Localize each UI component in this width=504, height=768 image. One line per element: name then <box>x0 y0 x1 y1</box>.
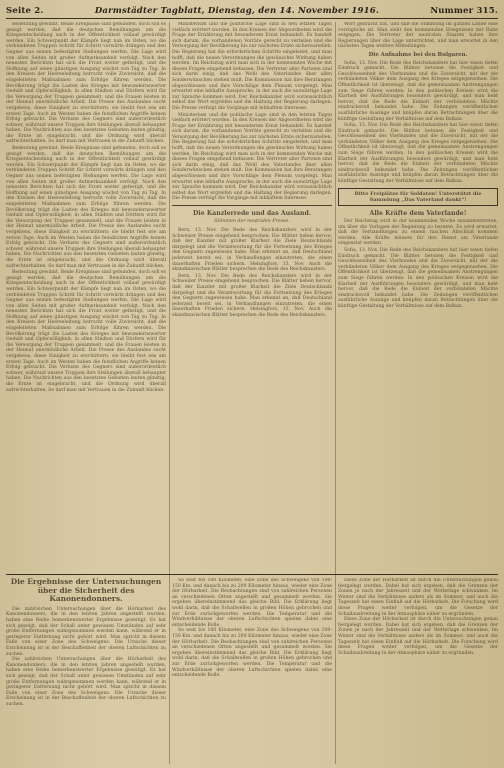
column-1 <box>6 22 166 570</box>
bottom-column-2 <box>172 578 332 764</box>
page-header <box>6 4 498 19</box>
notice-box: Bitte Freiplätze für Soldaten! Unterstützt die Sammlung „Das Vaterland dankt“! <box>338 188 498 206</box>
column-3 <box>338 22 498 570</box>
issue-number: Nummer 315. <box>430 6 498 16</box>
column-2-text-cont: Ministerium und die politische Lage sind in den letzten Tagen vielfach erörtert worden. In den Kreisen der Abgeordneten wird die Frage der Ernährung mit besonderem Ernst behandelt. Es handelt sich darum, die vorhandenen Vorräte gerecht zu verteilen und die Versorgung der Bevölkerung bis zur nächsten Ernte sicherzustellen. Die Regierung hat die erforderlichen Schritte eingeleitet, und man hofft, daß die neuen Verordnungen die gewünschte Wirkung haben werden. Im Reichstag wird man sich in der kommenden Woche mit diesen Fragen eingehend befassen. Die Vertreter aller Parteien sind sich darin einig, daß das Wohl des Vaterlandes über allen Sonderwünschen stehen muß. Die Kommission hat ihre Beratungen abgeschlossen und ihre Vorschläge dem Plenum vorgelegt. Man erwartet eine lebhafte Aussprache, in der auch die auswärtige Lage zur Sprache kommen wird. Der Reichskanzler wird voraussichtlich selbst das Wort ergreifen und die Haltung der Regierung darlegen. Die Presse verfolgt die Vorgänge mit lebhaftem Interesse. <box>172 112 332 202</box>
appeal-body-cont: Sofia, 13. Nov. Die Rede des Reichskanzlers hat hier einen tiefen Eindruck gemacht. Die Blätter betonen die Festigkeit und Geschlossenheit des Vierbundes und die Zuversicht, mit der die verbündeten Völker dem Ausgang des Krieges entgegensehen. Die Öffentlichkeit ist überzeugt, daß die gemeinsamen Anstrengungen zum Siege führen werden. In den politischen Kreisen wird die Klarheit der Ausführungen besonders gewürdigt, und man hebt hervor, daß die Rede die Einheit der verbündeten Mächte eindrucksvoll bekundet habe. Die Zeitungen veröffentlichen ausführliche Auszüge und knüpfen daran Betrachtungen über die künftige Gestaltung der Verhältnisse auf dem Balkan. <box>338 248 498 309</box>
column-2-text: Ministerium und die politische Lage sind in den letzten Tagen vielfach erörtert worden. In den Kreisen der Abgeordneten wird die Frage der Ernährung mit besonderem Ernst behandelt. Es handelt sich darum, die vorhandenen Vorräte gerecht zu verteilen und die Versorgung der Bevölkerung bis zur nächsten Ernte sicherzustellen. Die Regierung hat die erforderlichen Schritte eingeleitet, und man hofft, daß die neuen Verordnungen die gewünschte Wirkung haben werden. Im Reichstag wird man sich in der kommenden Woche mit diesen Fragen eingehend befassen. Die Vertreter aller Parteien sind sich darin einig, daß das Wohl des Vaterlandes über allen Sonderwünschen stehen muß. Die Kommission hat ihre Beratungen abgeschlossen und ihre Vorschläge dem Plenum vorgelegt. Man erwartet eine lebhafte Aussprache, in der auch die auswärtige Lage zur Sprache kommen wird. Der Reichskanzler wird voraussichtlich selbst das Wort ergreifen und die Haltung der Regierung darlegen. Die Presse verfolgt die Vorgänge mit lebhaftem Interesse. <box>172 22 332 111</box>
page-number: Seite 2. <box>6 6 44 16</box>
column-1-text-cont: Bedeutung gewinnt. Beide Ereignisse sind gebunden, doch soll es gesagt werden, daß die deutschen Bemühungen um die Kriegsentscheidung auch in der Öffentlichkeit vollauf gewürdigt werden. Ein Schwerpunkt der Kämpfe liegt nun im Osten, wo die verbündeten Truppen Schritt für Schritt vorwärts drängen und den Gegner aus seinen befestigten Stellungen werfen. Die Lage wird von allen Seiten mit großer Aufmerksamkeit verfolgt. Nach den neuesten Berichten hat sich die Front weiter gefestigt, und die Hoffnung auf einen günstigen Ausgang wächst von Tag zu Tag. In den Kreisen der Heeresleitung herrscht volle Zuversicht, daß die eingeleiteten Maßnahmen zum Erfolge führen werden. Die Bevölkerung trägt die Lasten des Krieges mit bewundernswerter Geduld und Opferwilligkeit; in allen Städten und Dörfern wird für die Versorgung der Truppen gesammelt, und die Frauen leisten in der Heimat unermüdliche Arbeit. Die Presse des Auslandes sucht vergebens, diese Einigkeit zu erschüttern; sie bleibt fest wie am ersten Tage. Auch im Westen haben die feindlichen Angriffe keinen Erfolg gebracht. Die Verluste des Gegners sind außerordentlich schwer, während unsere Truppen ihre Stellungen überall behauptet haben. Die Nachrichten aus den besetzten Gebieten lauten günstig; die Ernte ist eingebracht, und die Ordnung wird überall aufrechterhalten. So darf man mit Vertrauen in die Zukunft blicken. <box>6 146 166 269</box>
column-1-text-cont-2: Bedeutung gewinnt. Beide Ereignisse sind gebunden, doch soll es gesagt werden, daß die deutschen Bemühungen um die Kriegsentscheidung auch in der Öffentlichkeit vollauf gewürdigt werden. Ein Schwerpunkt der Kämpfe liegt nun im Osten, wo die verbündeten Truppen Schritt für Schritt vorwärts drängen und den Gegner aus seinen befestigten Stellungen werfen. Die Lage wird von allen Seiten mit großer Aufmerksamkeit verfolgt. Nach den neuesten Berichten hat sich die Front weiter gefestigt, und die Hoffnung auf einen günstigen Ausgang wächst von Tag zu Tag. In den Kreisen der Heeresleitung herrscht volle Zuversicht, daß die eingeleiteten Maßnahmen zum Erfolge führen werden. Die Bevölkerung trägt die Lasten des Krieges mit bewundernswerter Geduld und Opferwilligkeit; in allen Städten und Dörfern wird für die Versorgung der Truppen gesammelt, und die Frauen leisten in der Heimat unermüdliche Arbeit. Die Presse des Auslandes sucht vergebens, diese Einigkeit zu erschüttern; sie bleibt fest wie am ersten Tage. Auch im Westen haben die feindlichen Angriffe keinen Erfolg gebracht. Die Verluste des Gegners sind außerordentlich schwer, während unsere Truppen ihre Stellungen überall behauptet haben. Die Nachrichten aus den besetzten Gebieten lauten günstig; die Ernte ist eingebracht, und die Ordnung wird überall aufrechterhalten. So darf man mit Vertrauen in die Zukunft blicken. <box>6 270 166 393</box>
bottom-section-divider <box>6 574 498 575</box>
section-body-bulgaren-cont: Sofia, 13. Nov. Die Rede des Reichskanzlers hat hier einen tiefen Eindruck gemacht. Die Blätter betonen die Festigkeit und Geschlossenheit des Vierbundes und die Zuversicht, mit der die verbündeten Völker dem Ausgang des Krieges entgegensehen. Die Öffentlichkeit ist überzeugt, daß die gemeinsamen Anstrengungen zum Siege führen werden. In den politischen Kreisen wird die Klarheit der Ausführungen besonders gewürdigt, und man hebt hervor, daß die Rede die Einheit der verbündeten Mächte eindrucksvoll bekundet habe. Die Zeitungen veröffentlichen ausführliche Auszüge und knüpfen daran Betrachtungen über die künftige Gestaltung der Verhältnisse auf dem Balkan. <box>338 123 498 185</box>
column-1-text: Bedeutung gewinnt. Beide Ereignisse sind gebunden, doch soll es gesagt werden, daß die deutschen Bemühungen um die Kriegsentscheidung auch in der Öffentlichkeit vollauf gewürdigt werden. Ein Schwerpunkt der Kämpfe liegt nun im Osten, wo die verbündeten Truppen Schritt für Schritt vorwärts drängen und den Gegner aus seinen befestigten Stellungen werfen. Die Lage wird von allen Seiten mit großer Aufmerksamkeit verfolgt. Nach den neuesten Berichten hat sich die Front weiter gefestigt, und die Hoffnung auf einen günstigen Ausgang wächst von Tag zu Tag. In den Kreisen der Heeresleitung herrscht volle Zuversicht, daß die eingeleiteten Maßnahmen zum Erfolge führen werden. Die Bevölkerung trägt die Lasten des Krieges mit bewundernswerter Geduld und Opferwilligkeit; in allen Städten und Dörfern wird für die Versorgung der Truppen gesammelt, und die Frauen leisten in der Heimat unermüdliche Arbeit. Die Presse des Auslandes sucht vergebens, diese Einigkeit zu erschüttern; sie bleibt fest wie am ersten Tage. Auch im Westen haben die feindlichen Angriffe keinen Erfolg gebracht. Die Verluste des Gegners sind außerordentlich schwer, während unsere Truppen ihre Stellungen überall behauptet haben. Die Nachrichten aus den besetzten Gebieten lauten günstig; die Ernte ist eingebracht, und die Ordnung wird überall aufrechterhalten. So darf man mit Vertrauen in die Zukunft blicken. <box>6 22 166 145</box>
newspaper-masthead: Darmstädter Tagblatt, Dienstag, den 14. November 1916. <box>94 6 380 16</box>
bottom-article-body-2b: So weit bis 100 Kilometer, eine Zone des Schweigens von 100-150 Km. und danach bis zu 200 Kilometer hinaus, wieder eine Zone der Hörbarkeit. Die Beobachtungen sind von zahlreichen Personen an verschiedenen Orten angestellt und gesammelt worden. Sie ergeben übereinstimmend das gleiche Bild. Die Erklärung liegt wohl darin, daß die Schallwellen in großen Höhen gebrochen und zur Erde zurückgeworfen werden. Die Temperatur und die Windverhältnisse der oberen Luftschichten spielen dabei eine entscheidende Rolle. <box>172 628 332 679</box>
section-divider <box>172 205 332 206</box>
bottom-article-body-1: Die zahlreichen Untersuchungen über die Hörbarkeit des Kanonendonners, die in den letzten Jahren angestellt wurden, haben eine Reihe bemerkenswerter Ergebnisse gezeitigt. Es hat sich gezeigt, daß der Schall unter gewissen Umständen auf sehr große Entfernungen wahrgenommen werden kann, während er in geringerer Entfernung nicht gehört wird. Man spricht in diesem Falle von einer Zone des Schweigens. Die Ursache dieser Erscheinung ist in der Beschaffenheit der oberen Luftschichten zu suchen. <box>6 606 166 657</box>
bottom-column-3 <box>338 578 498 764</box>
column-2 <box>172 22 332 570</box>
article-headline-kanzlerrede: Die Kanzlerrede und das Ausland. <box>193 210 311 217</box>
column-3-text: Wort gebracht hat, und daß die Stimmung im ganzen Lande eine vorzügliche ist. Man sieht den kommenden Ereignissen mit Ruhe entgegen. Die Vertreter der neutralen Staaten haben ihre Regierungen über die Lage unterrichtet, und man erwartet in den nächsten Tagen weitere Mitteilungen. <box>338 22 498 50</box>
article-body-kanzlerrede: Bern, 13. Nov. Die Rede des Reichskanzlers wird in der Schweizer Presse eingehend besprochen. Die Blätter heben hervor, daß der Kanzler mit großer Klarheit die Ziele Deutschlands dargelegt und die Verantwortung für die Fortsetzung des Krieges den Gegnern zugewiesen habe. Man erkennt an, daß Deutschland jederzeit bereit sei, in Verhandlungen einzutreten, die einen dauerhaften Frieden sichern. Helsingfors, 13. Nov. Auch die skandinavischen Blätter besprechen die Rede des Reichskanzlers. <box>172 228 332 273</box>
bottom-column-1 <box>6 578 166 764</box>
bottom-article <box>6 578 498 764</box>
appeal-headline: Alle Kräfte dem Vaterlande! <box>369 209 467 217</box>
bottom-article-body-3b: Diese Zone der Hörbarkeit ist durch die Untersuchungen genau festgelegt worden. Dabei hat sich ergeben, daß die Grenzen der Zonen je nach der Jahreszeit und der Wetterlage schwanken. Im Winter sind die Verhältnisse anders als im Sommer, und auch die Tageszeit hat einen Einfluß auf die Hörbarkeit. Die Forschung wird diese Fragen weiter verfolgen, um die Gesetze der Schallausbreitung in der Atmosphäre näher zu ergründen. <box>338 617 498 656</box>
section-title-bulgaren: Die Aufnahme bei den Bulgaren. <box>368 51 468 58</box>
bottom-article-body-3: Diese Zone der Hörbarkeit ist durch die Untersuchungen genau festgelegt worden. Dabei hat sich ergeben, daß die Grenzen der Zonen je nach der Jahreszeit und der Wetterlage schwanken. Im Winter sind die Verhältnisse anders als im Sommer, und auch die Tageszeit hat einen Einfluß auf die Hörbarkeit. Die Forschung wird diese Fragen weiter verfolgen, um die Gesetze der Schallausbreitung in der Atmosphäre näher zu ergründen. <box>338 578 498 617</box>
section-body-bulgaren: Sofia, 13. Nov. Die Rede des Reichskanzlers hat hier einen tiefen Eindruck gemacht. Die Blätter betonen die Festigkeit und Geschlossenheit des Vierbundes und die Zuversicht, mit der die verbündeten Völker dem Ausgang des Krieges entgegensehen. Die Öffentlichkeit ist überzeugt, daß die gemeinsamen Anstrengungen zum Siege führen werden. In den politischen Kreisen wird die Klarheit der Ausführungen besonders gewürdigt, und man hebt hervor, daß die Rede die Einheit der verbündeten Mächte eindrucksvoll bekundet habe. Die Zeitungen veröffentlichen ausführliche Auszüge und knüpfen daran Betrachtungen über die künftige Gestaltung der Verhältnisse auf dem Balkan. <box>338 60 498 122</box>
bottom-article-body-1b: Die zahlreichen Untersuchungen über die Hörbarkeit des Kanonendonners, die in den letzten Jahren angestellt wurden, haben eine Reihe bemerkenswerter Ergebnisse gezeitigt. Es hat sich gezeigt, daß der Schall unter gewissen Umständen auf sehr große Entfernungen wahrgenommen werden kann, während er in geringerer Entfernung nicht gehört wird. Man spricht in diesem Falle von einer Zone des Schweigens. Die Ursache dieser Erscheinung ist in der Beschaffenheit der oberen Luftschichten zu suchen. <box>6 657 166 707</box>
article-subhead: Stimmen der neutralen Presse. <box>214 219 290 225</box>
bottom-article-headline: Die Ergebnisse der Untersuchungen über die Sicherheit des Kanonendonners. <box>10 578 162 604</box>
bottom-article-body-2: So weit bis 100 Kilometer, eine Zone des Schweigens von 100-150 Km. und danach bis zu 200 Kilometer hinaus, wieder eine Zone der Hörbarkeit. Die Beobachtungen sind von zahlreichen Personen an verschiedenen Orten angestellt und gesammelt worden. Sie ergeben übereinstimmend das gleiche Bild. Die Erklärung liegt wohl darin, daß die Schallwellen in großen Höhen gebrochen und zur Erde zurückgeworfen werden. Die Temperatur und die Windverhältnisse der oberen Luftschichten spielen dabei eine entscheidende Rolle. <box>172 578 332 628</box>
article-body-kanzlerrede-cont: Bern, 13. Nov. Die Rede des Reichskanzlers wird in der Schweizer Presse eingehend besprochen. Die Blätter heben hervor, daß der Kanzler mit großer Klarheit die Ziele Deutschlands dargelegt und die Verantwortung für die Fortsetzung des Krieges den Gegnern zugewiesen habe. Man erkennt an, daß Deutschland jederzeit bereit sei, in Verhandlungen einzutreten, die einen dauerhaften Frieden sichern. Helsingfors, 13. Nov. Auch die skandinavischen Blätter besprechen die Rede des Reichskanzlers. <box>172 273 332 318</box>
appeal-body: Der Reichstag wird in der kommenden Woche zusammentreten, um über die Vorlagen der Regierung zu beraten. Es wird erwartet, daß die Verhandlungen zu einem raschen Abschluß kommen werden. Alle Kräfte müssen für den Dienst am Vaterlande eingesetzt werden. <box>338 219 498 247</box>
